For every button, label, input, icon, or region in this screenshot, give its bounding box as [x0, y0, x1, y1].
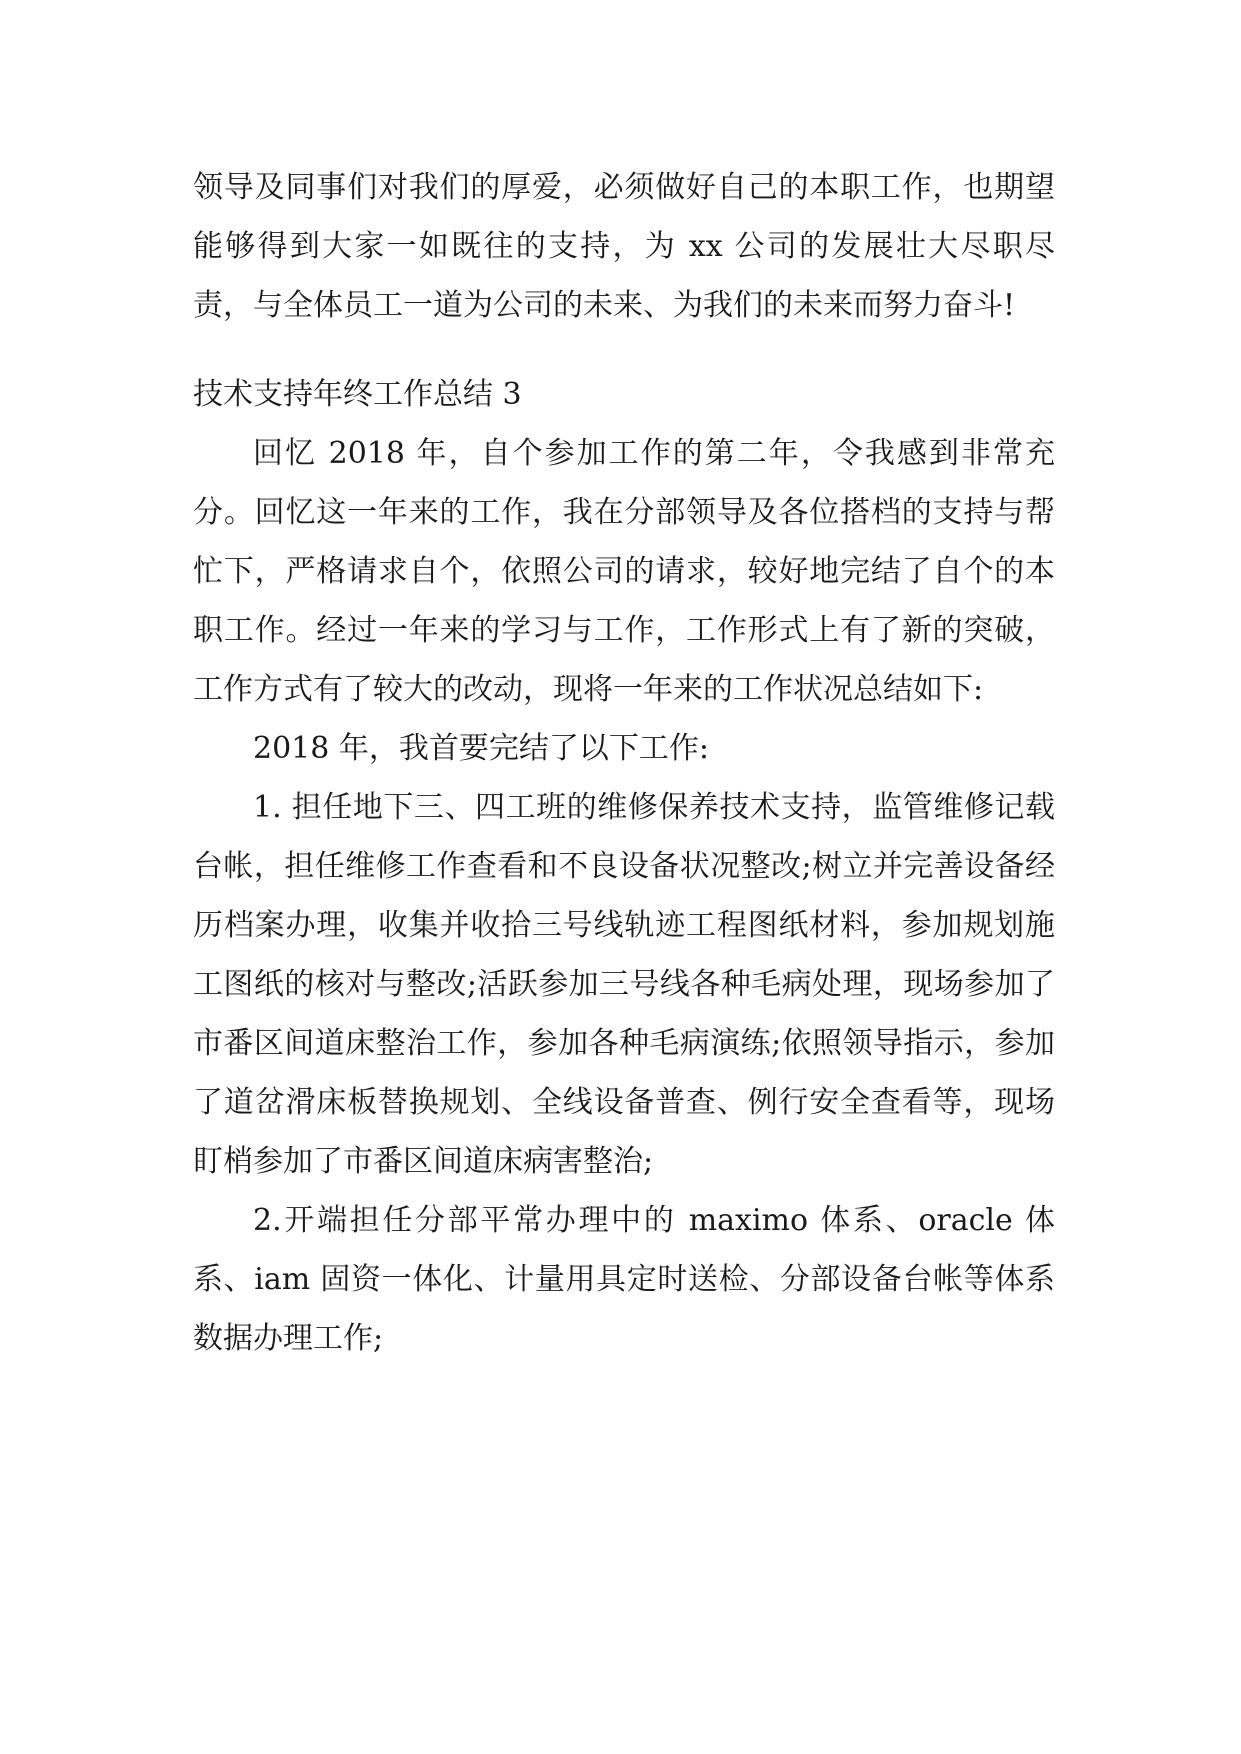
paragraph-intro: 领导及同事们对我们的厚爱，必须做好自己的本职工作，也期望能够得到大家一如既往的支持，为 xx 公司的发展壮大尽职尽责，与全体员工一道为公司的未来、为我们的未来而努力奋斗! [193, 170, 1055, 323]
section-heading: 技术支持年终工作总结 3 [193, 377, 522, 412]
paragraph-work-list-intro: 2018 年，我首要完结了以下工作: [253, 731, 709, 766]
list-item-1: 1. 担任地下三、四工班的维修保养技术支持，监管维修记载台帐，担任维修工作查看和不良设备状况整改;树立并完善设备经历档案办理，收集并收拾三号线轨迹工程图纸材料，参加规划施工图纸的核对与整改;活跃参加三号线各种毛病处理，现场参加了市番区间道床整治工作，参加各种毛病演练;依照领导指示，参加了道岔滑床板替换规划、全线设备普查、例行安全查看等，现场盯梢参加了市番区间道床病害整治; [193, 790, 1055, 1179]
document-body [193, 158, 1055, 1368]
list-item-2: 2.开端担任分部平常办理中的 maximo 体系、oracle 体系、iam 固资一体化、计量用具定时送检、分部设备台帐等体系数据办理工作; [193, 1203, 1055, 1356]
paragraph-review: 回忆 2018 年，自个参加工作的第二年，令我感到非常充分。回忆这一年来的工作，我在分部领导及各位搭档的支持与帮忙下，严格请求自个，依照公司的请求，较好地完结了自个的本职工作。经过一年来的学习与工作，工作形式上有了新的突破，工作方式有了较大的改动，现将一年来的工作状况总结如下: [193, 436, 1055, 707]
